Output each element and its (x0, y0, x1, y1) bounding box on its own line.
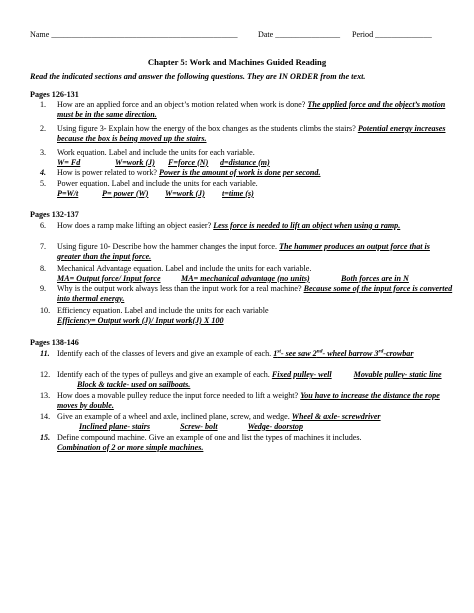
instructions: Read the indicated sections and answer the following questions. They are IN ORDER from the text. (30, 72, 366, 81)
answer-text: The applied force and the object’s motion must be in the same direction. (57, 100, 446, 119)
answer-text: W= Fd (57, 157, 81, 167)
question-text: Define compound machine. Give an example of one and list the types of machines it includes. (57, 433, 362, 442)
question-number: 6. (40, 221, 47, 230)
question-text: How is power related to work? (57, 168, 160, 177)
answer-text: Screw- bolt (180, 421, 218, 431)
answer-text: Efficiency= Output work (J)/ Input work(J) X 100 (57, 315, 224, 325)
question-text: Why is the output work always less than the input work for a real machine? (57, 284, 304, 293)
answer-text: W=work (J) (165, 188, 205, 198)
answer-text: Power is the amount of work is done per second. (159, 168, 321, 177)
answer-text: Fixed pulley- well (271, 370, 332, 379)
answer-text: Both forces are in N (341, 273, 409, 283)
answer-text: MA= Output force/ Input force (57, 273, 161, 283)
question-text: Give an example of a wheel and axle, inclined plane, screw, and wedge. (57, 412, 292, 421)
question-number: 9. (40, 284, 47, 293)
section-heading: Pages 138-146 (30, 338, 79, 347)
question-number: 1. (40, 100, 47, 109)
answer-text: F=force (N) (168, 157, 209, 167)
question-text: How does a ramp make lifting an object easier? (57, 221, 214, 230)
question-text: Identify each of the classes of levers and give an example of each. (57, 349, 274, 358)
date-field[interactable]: Date ________________ (258, 30, 341, 39)
question-number: 2. (40, 124, 47, 133)
answer-text: -crowbar (383, 349, 414, 358)
question-number: 14. (40, 412, 51, 421)
answer-text: 1 (273, 349, 278, 358)
answer-text: Block & tackle- used on sailboats. (77, 379, 191, 389)
answer-text: You have to increase the distance the rope moves by double. (57, 391, 440, 410)
period-field[interactable]: Period ______________ (352, 30, 432, 39)
answer-text: Because some of the input force is converted into thermal energy. (57, 284, 453, 303)
answer-text: Less force is needed to lift an object when using a ramp. (213, 221, 401, 230)
answer-text: Potential energy increases because the box is being moved up the stairs. (57, 124, 446, 143)
question-text: Efficiency equation. Label and include the units for each variable (57, 306, 269, 315)
question-number: 12. (40, 370, 51, 379)
question-number: 15. (40, 433, 51, 442)
question-text: Work equation. Label and include the units for each variable. (57, 148, 255, 157)
answer-text: P= power (W) (102, 188, 149, 198)
answer-text: Wheel & axle- screwdriver (291, 412, 381, 421)
question-number: 4. (40, 168, 47, 177)
superscript: rd (378, 348, 384, 355)
question-text: Using figure 3- Explain how the energy of the box changes as the students climbs the stairs? (57, 124, 358, 133)
question-text: Power equation. Label and include the units for each variable. (57, 179, 258, 188)
answer-text: Combination of 2 or more simple machines. (57, 442, 204, 452)
answer-text: Movable pulley- static line (353, 370, 442, 379)
page-title: Chapter 5: Work and Machines Guided Reading (147, 57, 327, 67)
answer-text: Wedge- doorstop (247, 421, 303, 431)
section-heading: Pages 126-131 (30, 90, 79, 99)
question-number: 7. (40, 242, 47, 251)
answer-text: t=time (s) (222, 188, 254, 198)
section-heading: Pages 132-137 (30, 210, 79, 219)
question-text: Mechanical Advantage equation. Label and include the units for each variable. (57, 264, 312, 273)
question-number: 10. (40, 306, 51, 315)
answer-text: - see saw 2 (280, 349, 317, 358)
question-text: Using figure 10- Describe how the hammer changes the input force. (57, 242, 280, 251)
superscript: st (277, 348, 281, 355)
answer-text: W=work (J) (115, 157, 155, 167)
question-number: 5. (40, 179, 47, 188)
answer-text: MA= mechanical advantage (no units) (181, 273, 310, 283)
question-number: 11. (40, 349, 50, 358)
answer-text: Inclined plane- stairs (79, 421, 151, 431)
question-text: How does a movable pulley reduce the input force needed to lift a weight? (57, 391, 301, 400)
question-text: Identify each of the types of pulleys and give an example of each. (57, 370, 272, 379)
superscript: nd (316, 348, 323, 355)
answer-text: The hammer produces an output force that is greater than the input force. (57, 242, 430, 261)
question-text: How are an applied force and an object’s motion related when work is done? (57, 100, 308, 109)
answer-text: d=distance (m) (220, 157, 270, 167)
question-number: 8. (40, 264, 47, 273)
question-number: 3. (40, 148, 47, 157)
question-number: 13. (40, 391, 51, 400)
name-field[interactable]: Name ______________________________________________ (30, 30, 238, 39)
answer-text: - wheel barrow 3 (322, 349, 379, 358)
answer-text: P=W/t (57, 188, 79, 198)
